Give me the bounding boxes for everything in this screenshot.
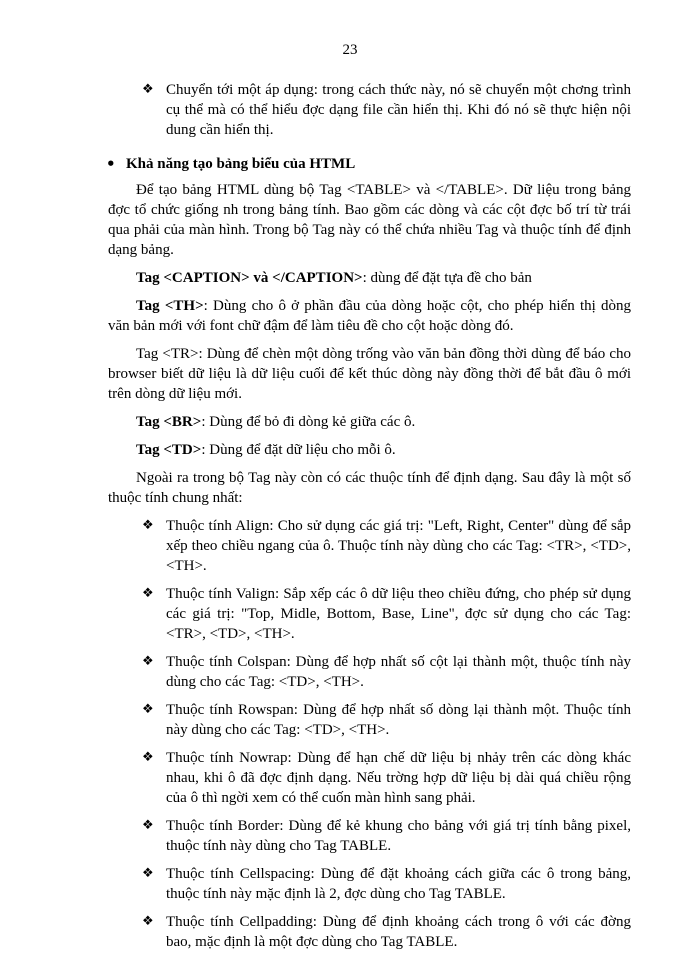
diamond-bullet-icon: ❖ [142,818,154,833]
list-item [108,584,631,644]
attribute-text: Thuộc tính Border: Dùng để kẻ khung cho bảng với giá trị tính bằng pixel, thuộc tính này dùng cho Tag TABLE. [166,818,631,854]
list-item [108,700,631,740]
paragraph: Tag <TR>: Dùng để chèn một dòng trống vào văn bản đồng thời dùng để báo cho browser biết dữ liệu là dữ liệu cuối để kết thúc dòng này đồng thời để bắt đầu ô mới trên dòng dữ liệu mới. [108,346,631,402]
tag-desc: : Dùng để đặt dữ liệu cho mỗi ô. [201,442,396,458]
tag-name: Tag <CAPTION> và </CAPTION> [136,270,363,286]
diamond-bullet-icon: ❖ [142,82,154,97]
list-item [108,816,631,856]
paragraph [108,268,631,288]
paragraph [108,440,631,460]
diamond-bullet-icon: ❖ [142,518,154,533]
bullet-icon: • [106,155,116,173]
paragraph [108,296,631,336]
diamond-bullet-icon: ❖ [142,750,154,765]
list-item [108,912,631,952]
attribute-text: Thuộc tính Colspan: Dùng để hợp nhất số cột lại thành một, thuộc tính này dùng cho các Tag: <TD>, <TH>. [166,654,631,690]
list-item [108,748,631,808]
tag-desc: : dùng để đặt tựa đề cho bản [362,270,532,286]
attribute-text: Thuộc tính Rowspan: Dùng để hợp nhất số dòng lại thành một. Thuộc tính này dùng cho các Tag: <TD>, <TH>. [166,702,631,738]
list-item [108,516,631,576]
page-number: 23 [342,42,358,58]
diamond-bullet-icon: ❖ [142,654,154,669]
paragraph [108,412,631,432]
tag-desc: : Dùng cho ô ở phần đầu của dòng hoặc cột, cho phép hiển thị dòng văn bản mới với font chữ đậm để làm tiêu đề cho cột hoặc dòng đó. [108,298,631,334]
attribute-list [108,516,631,952]
diamond-bullet-icon: ❖ [142,866,154,881]
list-item [108,80,631,140]
attribute-text: Thuộc tính Align: Cho sử dụng các giá trị: "Left, Right, Center" dùng để sắp xếp theo chiều ngang của ô. Thuộc tính này dùng cho các Tag: <TR>, <TD>, <TH>. [166,518,631,574]
intro-item-text: Chuyển tới một áp dụng: trong cách thức này, nó sẽ chuyển một chơng trình cụ thể mà có thể hiểu đợc dạng file cần hiển thị. Khi đó nó sẽ thực hiện nội dung cần hiển thị. [166,82,631,138]
diamond-bullet-icon: ❖ [142,914,154,929]
diamond-bullet-icon: ❖ [142,702,154,717]
list-item [108,652,631,692]
tag-name: Tag <BR> [136,414,202,430]
page-content [108,80,631,960]
diamond-bullet-icon: ❖ [142,586,154,601]
tag-name: Tag <TD> [136,442,202,458]
paragraph: Để tạo bảng HTML dùng bộ Tag <TABLE> và </TABLE>. Dữ liệu trong bảng đợc tổ chức giống nh trong bảng tính. Bao gồm các dòng và các cột đợc bố trí từ trái qua phải của màn hình. Trong bộ Tag này có thể chứa nhiều Tag và thuộc tính để định dạng bảng. [108,182,631,258]
attribute-text: Thuộc tính Valign: Sắp xếp các ô dữ liệu theo chiều đứng, cho phép sử dụng các giá trị: "Top, Midle, Bottom, Base, Line", đợc sử dụng cho các Tag: <TR>, <TD>, <TH>. [166,586,631,642]
paragraph: Ngoài ra trong bộ Tag này còn có các thuộc tính để định dạng. Sau đây là một số thuộc tính chung nhất: [108,470,631,506]
attribute-text: Thuộc tính Cellspacing: Dùng để đặt khoảng cách giữa các ô trong bảng, thuộc tính này mặc định là 2, đợc dùng cho Tag TABLE. [166,866,631,902]
attribute-text: Thuộc tính Cellpadding: Dùng để định khoảng cách trong ô với các đờng bao, mặc định là một đợc dùng cho Tag TABLE. [166,914,631,950]
tag-desc: : Dùng để bỏ đi dòng kẻ giữa các ô. [201,414,416,430]
section-heading [108,154,631,174]
list-item [108,864,631,904]
tag-name: Tag <TH> [136,298,204,314]
heading-text: Khả năng tạo bảng biểu của HTML [126,156,356,172]
attribute-text: Thuộc tính Nowrap: Dùng để hạn chế dữ liệu bị nhảy trên các dòng khác nhau, khi ô đã đợc định dạng. Nếu trờng hợp dữ liệu bị dài quá chiều rộng của ô thì ngời xem có thể cuốn màn hình sang phải. [166,750,631,806]
